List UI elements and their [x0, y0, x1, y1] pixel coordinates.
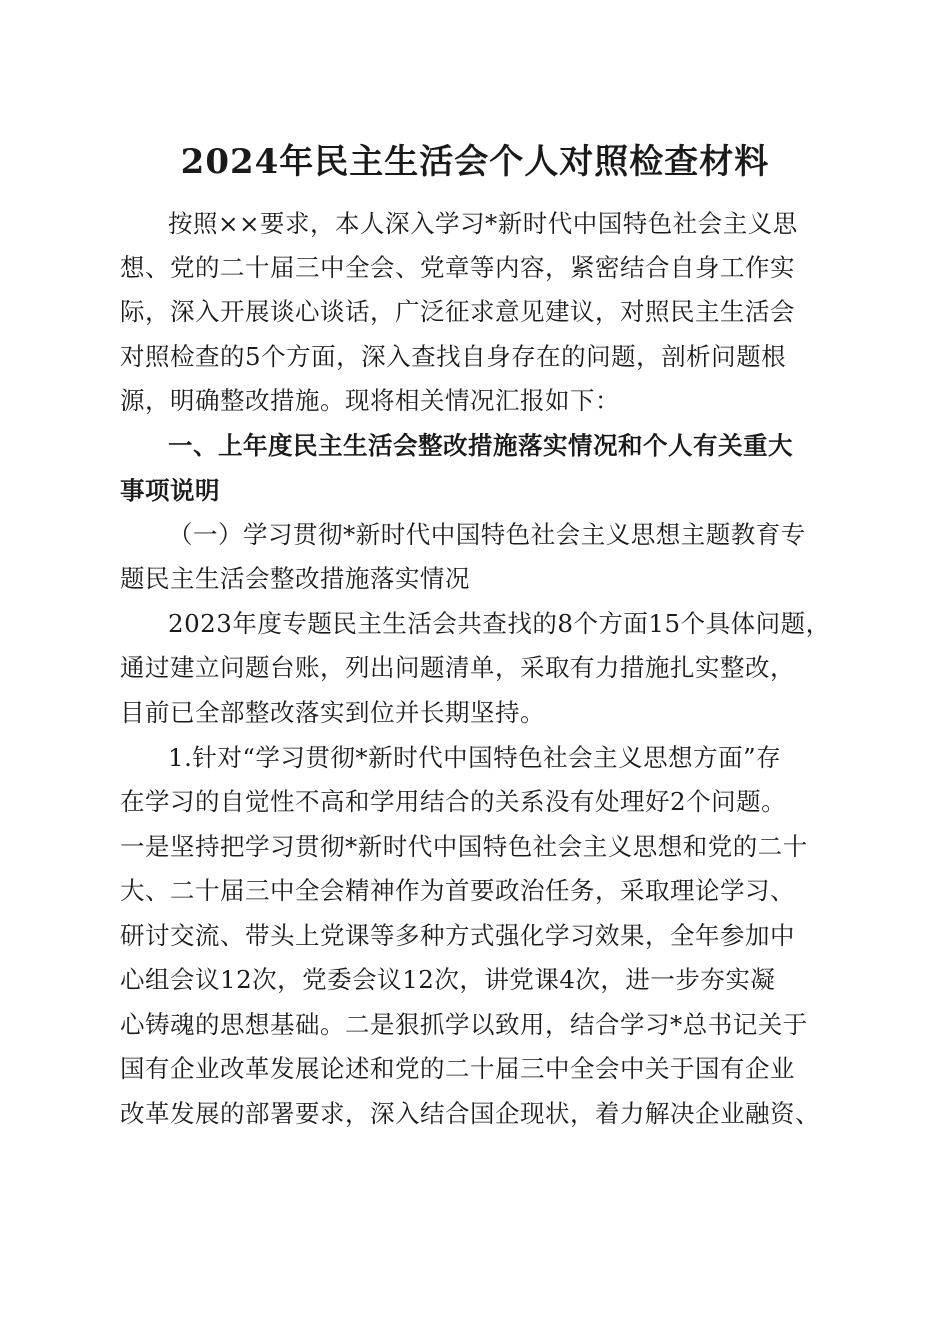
paragraph-line: 改革发展的部署要求，深入结合国企现状，着力解决企业融资、 — [120, 1099, 820, 1128]
paragraph-line: 一是坚持把学习贯彻*新时代中国特色社会主义思想和党的二十 — [120, 832, 808, 861]
paragraph-line: 大、二十届三中全会精神作为首要政治任务，采取理论学习、 — [120, 876, 795, 905]
section-heading-line: 一、上年度民主生活会整改措施落实情况和个人有关重大 — [168, 431, 793, 460]
paragraph-line: 1.针对“学习贯彻*新时代中国特色社会主义思想方面”存 — [168, 743, 782, 772]
paragraph-line: 对照检查的5个方面，深入查找自身存在的问题，剖析问题根 — [120, 342, 787, 371]
subsection-heading-line: 题民主生活会整改措施落实情况 — [120, 564, 470, 593]
paragraph-line: 在学习的自觉性不高和学用结合的关系没有处理好2个问题。 — [120, 787, 787, 816]
paragraph-line: 2023年度专题民主生活会共查找的8个方面15个具体问题， — [168, 609, 831, 638]
section-heading-line: 事项说明 — [120, 476, 220, 505]
paragraph-line: 想、党的二十届三中全会、党章等内容，紧密结合自身工作实 — [120, 253, 795, 282]
paragraph-line: 心组会议12次，党委会议12次，讲党课4次，进一步夯实凝 — [120, 965, 776, 994]
paragraph-line: 际，深入开展谈心谈话，广泛征求意见建议，对照民主生活会 — [120, 297, 795, 326]
paragraph-line: 目前已全部整改落实到位并长期坚持。 — [120, 698, 545, 727]
paragraph-line: 按照××要求，本人深入学习*新时代中国特色社会主义思 — [168, 209, 798, 238]
paragraph-line: 源，明确整改措施。现将相关情况汇报如下： — [120, 386, 620, 415]
document-title: 2024年民主生活会个人对照检查材料 — [180, 142, 770, 182]
paragraph-line: 通过建立问题台账，列出问题清单，采取有力措施扎实整改， — [120, 653, 795, 682]
subsection-heading-line: （一）学习贯彻*新时代中国特色社会主义思想主题教育专 — [168, 520, 806, 549]
paragraph-line: 研讨交流、带头上党课等多种方式强化学习效果，全年参加中 — [120, 921, 795, 950]
paragraph-line: 国有企业改革发展论述和党的二十届三中全会中关于国有企业 — [120, 1054, 795, 1083]
paragraph-line: 心铸魂的思想基础。二是狠抓学以致用，结合学习*总书记关于 — [120, 1010, 808, 1039]
